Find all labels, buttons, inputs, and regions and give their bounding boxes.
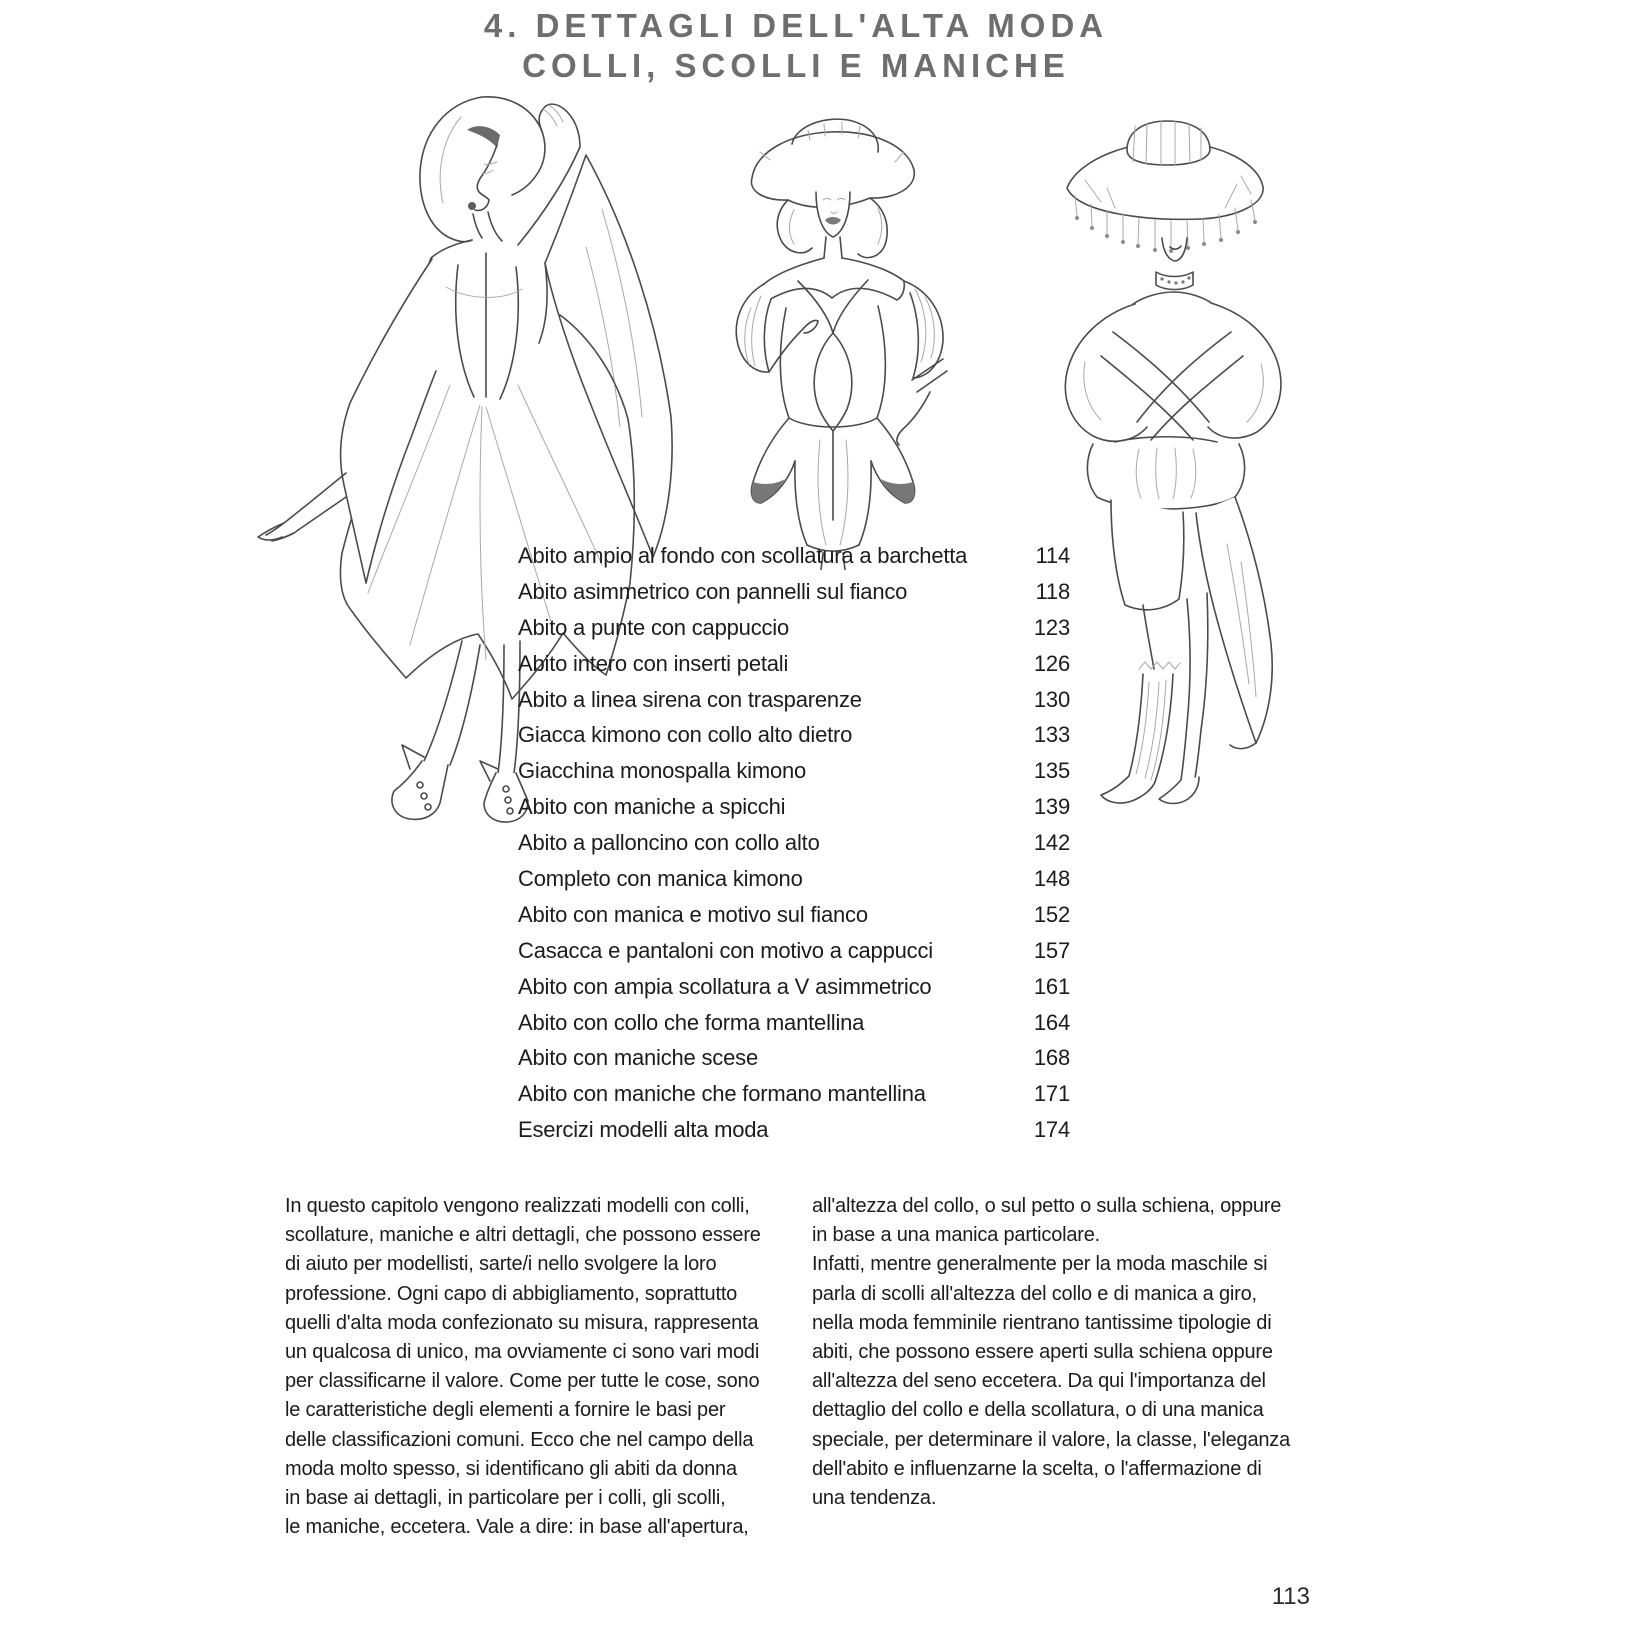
body-text-line: speciale, per determinare il valore, la classe, l'eleganza [812,1428,1291,1451]
toc-row [518,830,1070,866]
toc-row [518,687,1070,723]
toc-entry-page: 157 [1033,937,1070,963]
chapter-title [171,6,1421,86]
page-number: 113 [1271,1583,1310,1610]
toc-row [518,615,1070,651]
body-text-line: nella moda femminile rientrano tantissime tipologie di [812,1311,1272,1334]
toc-row [518,902,1070,938]
toc-entry-title: Abito con manica e motivo sul fianco [518,901,868,927]
toc-entry-title: Abito a punte con cappuccio [518,614,790,640]
body-text-line: le caratteristiche degli elementi a fornire le basi per [285,1399,726,1422]
body-text-line: parla di scolli all'altezza del collo e di manica a giro, [812,1282,1257,1305]
body-text-line: in base a una manica particolare. [812,1224,1101,1247]
body-column-right [812,1192,1332,1513]
toc-entry-title: Abito con maniche che formano mantellina [518,1081,926,1107]
toc-entry-title: Esercizi modelli alta moda [518,1117,769,1143]
toc-row [518,758,1070,794]
toc-row [518,1010,1070,1046]
body-column-left [285,1192,795,1542]
toc-entry-page: 148 [1033,866,1070,892]
toc-row [518,974,1070,1010]
body-text-line: di aiuto per modellisti, sarte/i nello svolgere la loro [285,1253,717,1276]
toc-entry-page: 174 [1033,1117,1070,1143]
toc-entry-title: Abito con maniche scese [518,1045,758,1071]
toc-entry-page: 135 [1033,758,1070,784]
toc-entry-page: 133 [1033,722,1070,748]
toc-entry-page: 123 [1033,614,1070,640]
toc-row [518,1045,1070,1081]
body-text-line: moda molto spesso, si identificano gli abiti da donna [285,1457,737,1480]
toc-row [518,866,1070,902]
body-text-line: in base ai dettagli, in particolare per i colli, gli scolli, [285,1486,726,1509]
body-text-line: scollature, maniche e altri dettagli, che possono essere [285,1224,761,1247]
toc-entry-page: 118 [1035,578,1070,604]
body-text-line: In questo capitolo vengono realizzati modelli con colli, [285,1195,750,1217]
toc-list [518,543,1070,1153]
toc-row [518,938,1070,974]
toc-row [518,1117,1070,1153]
toc-entry-title: Abito ampio al fondo con scollatura a barchetta [518,543,968,568]
toc-entry-page: 152 [1033,901,1070,927]
body-text-line: per classificarne il valore. Come per tutte le cose, sono [285,1370,760,1393]
toc-entry-page: 171 [1033,1081,1070,1107]
toc-row [518,722,1070,758]
body-text-line: le maniche, eccetera. Vale a dire: in base all'apertura, [285,1516,749,1539]
toc-row [518,1081,1070,1117]
toc-entry-page: 114 [1035,543,1070,568]
toc-entry-title: Giacchina monospalla kimono [518,758,807,784]
body-text-line: dettaglio del collo e della scollatura, o di una manica [812,1399,1264,1422]
body-text-line: Infatti, mentre generalmente per la moda maschile si [812,1253,1268,1276]
body-text-line: una tendenza. [812,1486,937,1509]
toc-entry-title: Abito a linea sirena con trasparenze [518,686,862,712]
body-text-line: delle classificazioni comuni. Ecco che nel campo della [285,1428,754,1451]
body-text-line: abiti, che possono essere aperti sulla schiena oppure [812,1340,1273,1363]
toc-entry-page: 168 [1033,1045,1070,1071]
toc-row [518,651,1070,687]
chapter-title-line2: COLLI, SCOLLI E MANICHE [522,47,1070,84]
toc-entry-page: 164 [1033,1009,1070,1035]
toc-row [518,579,1070,615]
body-text-line: dell'abito e influenzarne la scelta, o l'affermazione di [812,1457,1262,1480]
toc-entry-title: Abito asimmetrico con pannelli sul fianco [518,578,908,604]
toc-entry-page: 139 [1033,794,1070,820]
toc-entry-page: 130 [1033,686,1070,712]
body-text-line: professione. Ogni capo di abbigliamento, soprattutto [285,1282,738,1305]
body-text-line: un qualcosa di unico, ma ovviamente ci sono vari modi [285,1340,760,1363]
toc-entry-title: Abito con ampia scollatura a V asimmetrico [518,973,932,999]
toc-entry-title: Giacca kimono con collo alto dietro [518,722,853,748]
toc-entry-title: Casacca e pantaloni con motivo a cappucci [518,937,933,963]
toc-row [518,794,1070,830]
body-text-line: all'altezza del collo, o sul petto o sulla schiena, oppure [812,1195,1282,1217]
toc-entry-page: 142 [1033,830,1070,856]
toc-entry-title: Abito con maniche a spicchi [518,794,786,820]
toc-entry-page: 126 [1033,650,1070,676]
body-text-line: quelli d'alta moda confezionato su misura, rappresenta [285,1311,759,1334]
toc-row [518,543,1070,579]
chapter-title-line1: 4. DETTAGLI DELL'ALTA MODA [483,7,1109,44]
toc-entry-title: Abito a palloncino con collo alto [518,830,820,856]
toc-entry-title: Completo con manica kimono [518,866,803,892]
figure-petal-dress-sketch [690,100,970,570]
toc-entry-page: 161 [1033,973,1070,999]
toc-entry-title: Abito intero con inserti petali [518,650,789,676]
toc-entry-title: Abito con collo che forma mantellina [518,1009,865,1035]
body-text-line: all'altezza del seno eccetera. Da qui l'importanza del [812,1370,1266,1393]
